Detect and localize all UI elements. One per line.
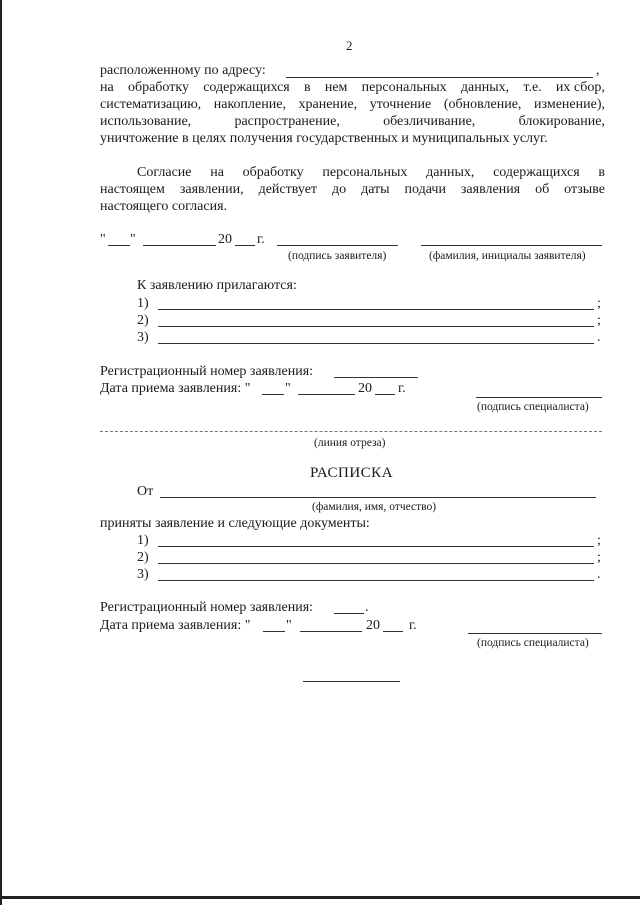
paragraph-line-2: систематизацию, накопление, хранение, уточнение (обновление, изменение), [100,97,605,112]
scan-edge-left [0,0,2,905]
specialist-signature-caption-2: (подпись специалиста) [477,637,589,649]
receipt-registration-blank [334,613,364,614]
date-g: г. [257,232,265,247]
cut-line [100,431,602,432]
paragraph-line-3: использование, распространение, обезличивание, блокирование, [100,114,605,129]
applicant-signature-caption: (подпись заявителя) [288,250,387,262]
attachment-blank-3 [158,343,594,344]
date-year-blank [235,245,255,246]
registration-day-blank [262,394,284,395]
consent-line-3: настоящего согласия. [100,199,228,214]
attachment-blank-2 [158,326,594,327]
applicant-name-caption: (фамилия, инициалы заявителя) [429,250,586,262]
consent-line-2: настоящем заявлении, действует до даты подачи заявления об отзыве [100,182,605,197]
page-number: 2 [346,38,353,53]
registration-month-blank [298,394,355,395]
receipt-doc-blank-3 [158,580,594,581]
date-quote-close: " [130,232,136,247]
attachment-num-1: 1) [137,296,149,311]
receipt-from-label: От [137,484,154,499]
applicant-name-blank [421,245,602,246]
receipt-doc-blank-2 [158,563,594,564]
registration-date-label: Дата приема заявления: " [100,381,251,396]
attachment-num-3: 3) [137,330,149,345]
registration-year-prefix: 20 [358,381,372,396]
receipt-month-blank [300,631,362,632]
date-year-prefix: 20 [218,232,232,247]
receipt-doc-blank-1 [158,546,594,547]
receipt-doc-num-1: 1) [137,533,149,548]
date-quote-open: " [100,232,106,247]
receipt-from-caption: (фамилия, имя, отчество) [312,501,437,513]
attachments-heading: К заявлению прилагаются: [137,278,297,293]
registration-number-label: Регистрационный номер заявления: [100,364,314,379]
date-month-blank [143,245,216,246]
address-label: расположенному по адресу: [100,63,266,78]
receipt-quote-close: " [286,618,292,633]
specialist-signature-blank-2 [468,633,602,634]
receipt-year-prefix: 20 [366,618,380,633]
applicant-signature-blank [277,245,398,246]
receipt-doc-punct-3: . [597,567,601,582]
address-comma: , [596,63,600,78]
specialist-signature-caption-1: (подпись специалиста) [477,401,589,413]
paragraph-line-4: уничтожение в целях получения государственных и муниципальных услуг. [100,131,548,146]
registration-year-blank [375,394,395,395]
receipt-doc-num-3: 3) [137,567,149,582]
registration-g: г. [398,381,406,396]
attachment-punct-2: ; [597,313,601,328]
consent-line-1: Согласие на обработку персональных данных, содержащихся в [137,165,605,180]
attachment-blank-1 [158,309,594,310]
attachment-punct-1: ; [597,296,601,311]
paragraph-line-1: на обработку содержащихся в нем персональных данных, т.е. их сбор, [100,80,605,95]
receipt-registration-dot: . [365,600,369,615]
receipt-doc-punct-1: ; [597,533,601,548]
closing-separator [303,681,400,682]
registration-quote-close: " [285,381,291,396]
receipt-title: РАСПИСКА [310,465,394,481]
address-blank [286,77,593,78]
attachment-num-2: 2) [137,313,149,328]
specialist-signature-blank-1 [476,397,602,398]
receipt-date-label: Дата приема заявления: " [100,618,251,633]
receipt-registration-label: Регистрационный номер заявления: [100,600,314,615]
receipt-documents-heading: приняты заявление и следующие документы: [100,516,370,531]
registration-number-blank [334,377,418,378]
receipt-day-blank [263,631,285,632]
cut-line-caption: (линия отреза) [314,437,386,449]
date-day-blank [108,245,130,246]
receipt-g: г. [409,618,417,633]
receipt-year-blank [383,631,403,632]
scan-edge-bottom [0,896,640,899]
receipt-doc-num-2: 2) [137,550,149,565]
receipt-from-blank [160,497,596,498]
attachment-punct-3: . [597,330,601,345]
receipt-doc-punct-2: ; [597,550,601,565]
